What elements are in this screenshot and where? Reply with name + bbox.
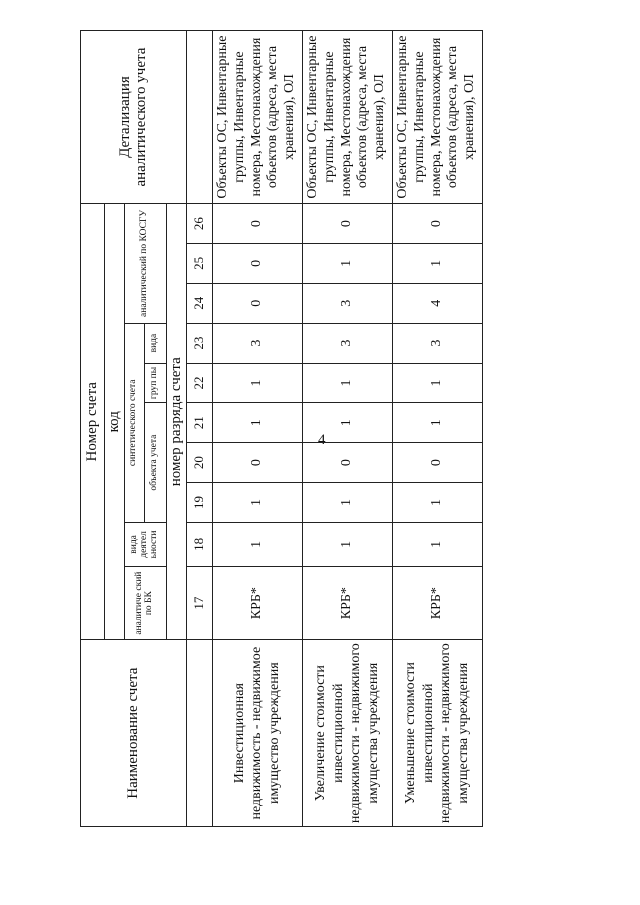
- header-kind: вида: [144, 323, 166, 363]
- digit-value-20: 0: [392, 443, 482, 483]
- table-row: [302, 31, 392, 827]
- digit-value-26: 0: [212, 204, 302, 244]
- digit-value-21: 1: [392, 403, 482, 443]
- digit-23: 23: [186, 323, 212, 363]
- page-number: 4: [318, 432, 326, 448]
- digit-value-23: 3: [212, 323, 302, 363]
- accounts-table: [80, 30, 483, 827]
- digit-value-25: 0: [212, 244, 302, 284]
- header-account-name: Наименование счета: [81, 640, 187, 827]
- header-account-number: Номер счета: [81, 204, 105, 640]
- digit-value-20: 0: [302, 443, 392, 483]
- header-object: объекта учета: [144, 403, 166, 523]
- table-row: [392, 31, 482, 827]
- rotated-table-content: [80, 30, 478, 827]
- header-group: груп пы: [144, 363, 166, 403]
- digit-value-22: 1: [302, 363, 392, 403]
- digit-value-19: 1: [392, 483, 482, 523]
- account-name-cell: Увеличение стоимости инвестиционной недвижимости - недвижимого имущества учреждения: [302, 640, 392, 827]
- digit-value-26: 0: [392, 204, 482, 244]
- header-detail: Детализация аналитического учета: [81, 31, 187, 204]
- digit-value-24: 0: [212, 283, 302, 323]
- digit-value-22: 1: [212, 363, 302, 403]
- digit-26: 26: [186, 204, 212, 244]
- header-analytic-kosgu: аналитический по КОСГУ: [124, 204, 166, 324]
- digit-value-25: 1: [302, 244, 392, 284]
- digit-value-19: 1: [302, 483, 392, 523]
- digit-value-23: 3: [392, 323, 482, 363]
- digit-value-25: 1: [392, 244, 482, 284]
- digit-17: 17: [186, 566, 212, 639]
- header-activity-type: вида деятел ьности: [124, 522, 166, 566]
- digit-value-18: 1: [212, 522, 302, 566]
- krb-cell: КРБ*: [212, 566, 302, 639]
- digit-22: 22: [186, 363, 212, 403]
- digit-value-21: 1: [302, 403, 392, 443]
- digit-21: 21: [186, 403, 212, 443]
- digit-value-18: 1: [302, 522, 392, 566]
- detail-cell: Объекты ОС, Инвентарные группы, Инвентарные номера, Местонахождения объектов (адреса, места хранения), ОЛ: [212, 31, 302, 204]
- header-digit-number: номер разряда счета: [166, 204, 186, 640]
- digit-value-18: 1: [392, 522, 482, 566]
- digit-value-26: 0: [302, 204, 392, 244]
- digit-24: 24: [186, 283, 212, 323]
- digit-18: 18: [186, 522, 212, 566]
- header-synthetic: синтетического счета: [124, 323, 144, 522]
- account-name-cell: Инвестиционная недвижимость - недвижимое имущество учреждения: [212, 640, 302, 827]
- digit-value-24: 3: [302, 283, 392, 323]
- digit-value-19: 1: [212, 483, 302, 523]
- account-name-cell: Уменьшение стоимости инвестиционной недвижимости - недвижимого имущества учреждения: [392, 640, 482, 827]
- krb-cell: КРБ*: [302, 566, 392, 639]
- header-row-1: [81, 31, 105, 827]
- digit-value-22: 1: [392, 363, 482, 403]
- digit-value-21: 1: [212, 403, 302, 443]
- digit-20: 20: [186, 443, 212, 483]
- digit-empty-cell: [186, 640, 212, 827]
- digit-row: [186, 31, 212, 827]
- detail-cell: Объекты ОС, Инвентарные группы, Инвентарные номера, Местонахождения объектов (адреса, места хранения), ОЛ: [392, 31, 482, 204]
- header-code: код: [105, 204, 125, 640]
- rotated-table-wrapper: [80, 30, 478, 827]
- krb-cell: КРБ*: [392, 566, 482, 639]
- detail-cell: Объекты ОС, Инвентарные группы, Инвентарные номера, Местонахождения объектов (адреса, места хранения), ОЛ: [302, 31, 392, 204]
- digit-value-23: 3: [302, 323, 392, 363]
- digit-value-24: 4: [392, 283, 482, 323]
- digit-19: 19: [186, 483, 212, 523]
- digit-empty-cell: [186, 31, 212, 204]
- header-analytic-bk: аналитиче ский по БК: [124, 566, 166, 639]
- table-row: [212, 31, 302, 827]
- digit-25: 25: [186, 244, 212, 284]
- digit-value-20: 0: [212, 443, 302, 483]
